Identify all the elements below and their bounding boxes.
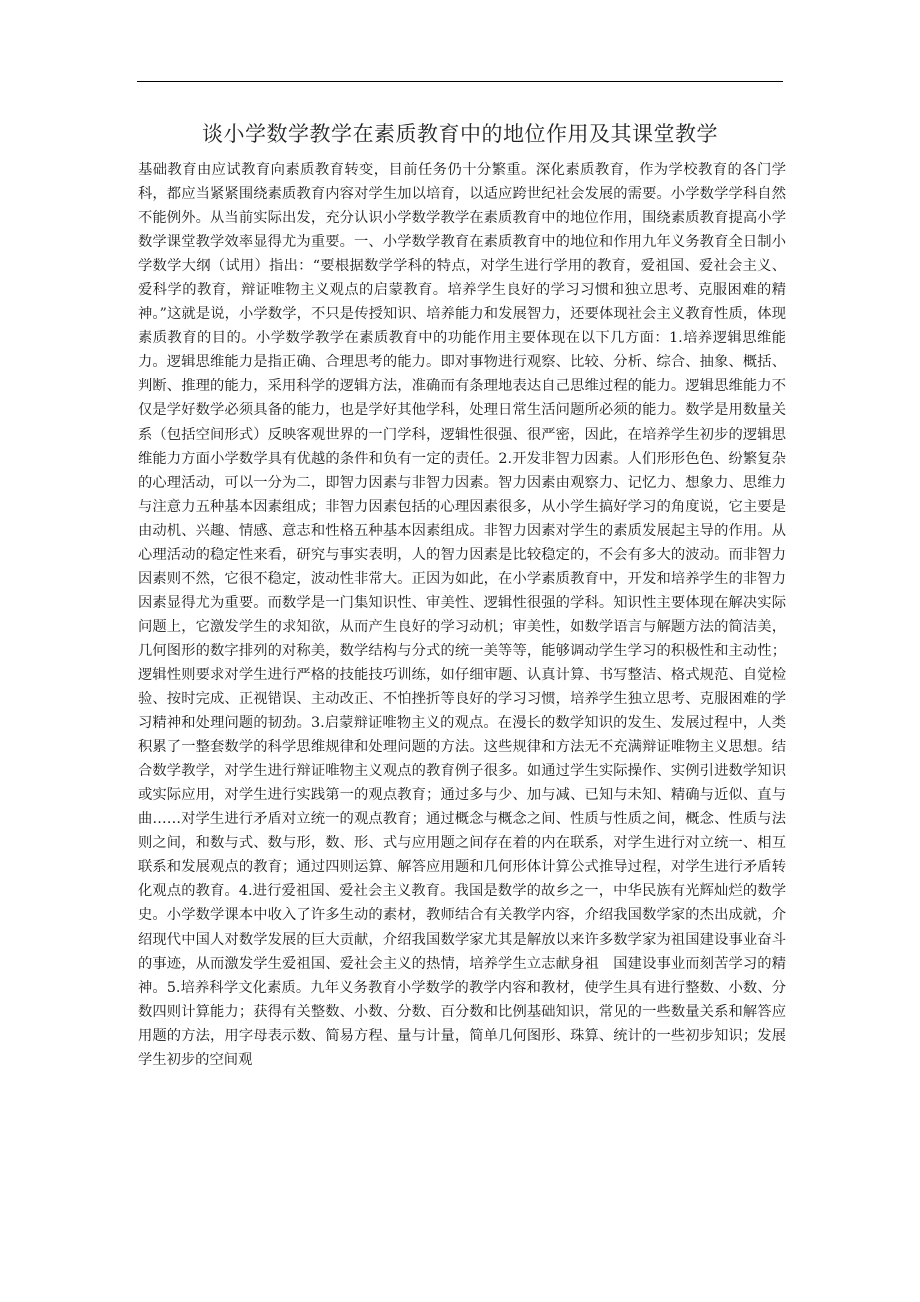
page-title: 谈小学数学教学在素质教育中的地位作用及其课堂教学 bbox=[202, 122, 718, 146]
body-paragraph: 基础教育由应试教育向素质教育转变，目前任务仍十分繁重。深化素质教育，作为学校教育的各门学科，都应当紧紧围绕素质教育内容对学生加以培育，以适应跨世纪社会发展的需要。小学数学学科自然不能例外。从当前实际出发，充分认识小学数学教学在素质教育中的地位作用，围绕素质教育提高小学数学课堂教学效率显得尤为重要。一、小学数学教育在素质教育中的地位和作用九年义务教育全日制小学数学大纲（试用）指出：“要根据数学学科的特点，对学生进行学用的教育，爱祖国、爱社会主义、爱科学的教育，辩证唯物主义观点的启蒙教育。培养学生良好的学习习惯和独立思考、克服困难的精神。”这就是说，小学数学，不只是传授知识、培养能力和发展智力，还要体现社会主义教育性质，体现素质教育的目的。小学数学教学在素质教育中的功能作用主要体现在以下几方面：1.培养逻辑思维能力。逻辑思维能力是指正确、合理思考的能力。即对事物进行观察、比较、分析、综合、抽象、概括、判断、推理的能力，采用科学的逻辑方法，准确而有条理地表达自己思维过程的能力。逻辑思维能力不仅是学好数学必须具备的能力，也是学好其他学科，处理日常生活问题所必须的能力。数学是用数量关系（包括空间形式）反映客观世界的一门学科，逻辑性很强、很严密，因此，在培养学生初步的逻辑思维能力方面小学数学具有优越的条件和负有一定的责任。2.开发非智力因素。人们形形色色、纷繁复杂的心理活动，可以一分为二，即智力因素与非智力因素。智力因素由观察力、记忆力、想象力、思维力与注意力五种基本因素组成；非智力因素包括的心理因素很多，从小学生搞好学习的角度说，它主要是由动机、兴趣、情感、意志和性格五种基本因素组成。非智力因素对学生的素质发展起主导的作用。从心理活动的稳定性来看，研究与事实表明，人的智力因素是比较稳定的，不会有多大的波动。而非智力因素则不然，它很不稳定，波动性非常大。正因为如此，在小学素质教育中，开发和培养学生的非智力因素显得尤为重要。而数学是一门集知识性、审美性、逻辑性很强的学科。知识性主要体现在解决实际问题上，它激发学生的求知欲，从而产生良好的学习动机；审美性，如数学语言与解题方法的简洁美，几何图形的数字排列的对称美，数学结构与分式的统一美等等，能够调动学生学习的积极性和主动性；逻辑性则要求对学生进行严格的技能技巧训练，如仔细审题、认真计算、书写整洁、格式规范、自觉检验、按时完成、正视错误、主动改正、不怕挫折等良好的学习习惯，培养学生独立思考、克服困难的学习精神和处理问题的韧劲。3.启蒙辩证唯物主义的观点。在漫长的数学知识的发生、发展过程中，人类积累了一整套数学的科学思维规律和处理问题的方法。这些规律和方法无不充满辩证唯物主义思想。结合数学教学，对学生进行辩证唯物主义观点的教育例子很多。如通过学生实际操作、实例引进数学知识或实际应用，对学生进行实践第一的观点教育；通过多与少、加与减、已知与未知、精确与近似、直与曲……对学生进行矛盾对立统一的观点教育；通过概念与概念之间、性质与性质之间，概念、性质与法则之间，和数与式、数与形，数、形、式与应用题之间存在着的内在联系，对学生进行对立统一、相互联系和发展观点的教育；通过四则运算、解答应用题和几何形体计算公式推导过程，对学生进行矛盾转化观点的教育。4.进行爱祖国、爱社会主义教育。我国是数学的故乡之一，中华民族有光辉灿烂的数学史。小学数学课本中收入了许多生动的素材，教师结合有关教学内容，介绍我国数学家的杰出成就，介绍现代中国人对数学发展的巨大贡献，介绍我国数学家尤其是解放以来许多数学家为祖国建设事业奋斗的事迹，从而激发学生爱祖国、爱社会主义的热情，培养学生立志献身祖 国建设事业而刻苦学习的精神。5.培养科学文化素质。九年义务教育小学数学的教学内容和教材，使学生具有进行整数、小数、分数四则计算能力；获得有关整数、小数、分数、百分数和比例基础知识，常见的一些数量关系和解答应用题的方法，用字母表示数、简易方程、量与计量，简单几何图形、珠算、统计的一些初步知识；发展学生初步的空间观 bbox=[138, 162, 786, 1068]
header-rule bbox=[137, 81, 783, 82]
